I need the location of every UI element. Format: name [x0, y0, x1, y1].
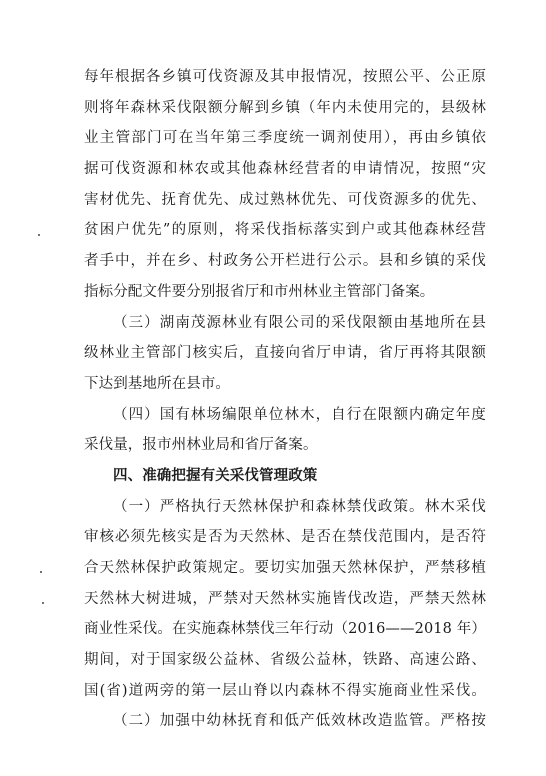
- paragraph-line: 据可伐资源和林农或其他森林经营者的申请情况，按照“灾: [84, 161, 486, 178]
- margin-speck: [38, 234, 40, 236]
- paragraph-line: （三）湖南茂源林业有限公司的采伐限额由基地所在县: [113, 314, 486, 331]
- paragraph-line: 级林业主管部门核实后，直接向省厅申请，省厅再将其限额: [84, 345, 486, 362]
- margin-speck: [40, 571, 42, 573]
- paragraph-line: 则将年森林采伐限额分解到乡镇（年内未使用完的，县级林: [84, 99, 486, 116]
- paragraph-line: 天然林大树进城，严禁对天然林实施皆伐改造，严禁天然林: [84, 590, 486, 607]
- paragraph-line: 指标分配文件要分别报省厅和市州林业主管部门备案。: [84, 283, 435, 300]
- paragraph-line: 害材优先、抚育优先、成过熟林优先、可伐资源多的优先、: [84, 191, 486, 208]
- paragraph-line: 期间，对于国家级公益林、省级公益林，铁路、高速公路、: [84, 652, 486, 669]
- paragraph-line: 贫困户优先”的原则，将采伐指标落实到户或其他森林经营: [84, 222, 486, 239]
- paragraph-line: 审核必须先核实是否为天然林、是否在禁伐范围内，是否符: [84, 529, 486, 546]
- paragraph-line: 下达到基地所在县市。: [84, 375, 230, 392]
- paragraph-line: （四）国有林场编限单位林木，自行在限额内确定年度: [113, 406, 486, 423]
- paragraph-line: 业主管部门可在当年第三季度统一调剂使用），再由乡镇依: [84, 130, 486, 147]
- paragraph-line: （二）加强中幼林抚育和低产低效林改造监管。严格按: [113, 713, 486, 730]
- paragraph-line: （一）严格执行天然林保护和森林禁伐政策。林木采伐: [113, 498, 486, 515]
- paragraph-line: 国(省)道两旁的第一层山脊以内森林不得实施商业性采伐。: [84, 682, 486, 699]
- margin-speck: [42, 602, 44, 604]
- paragraph-line: 者手中，并在乡、村政务公开栏进行公示。县和乡镇的采伐: [84, 253, 486, 270]
- paragraph-line: 商业性采伐。在实施森林禁伐三年行动（2016——2018 年）: [84, 621, 486, 638]
- section-heading: 四、准确把握有关采伐管理政策: [113, 466, 318, 484]
- document-body: [84, 62, 486, 737]
- paragraph-line: 采伐量，报市州林业局和省厅备案。: [84, 437, 318, 454]
- paragraph-line: 每年根据各乡镇可伐资源及其申报情况，按照公平、公正原: [84, 69, 486, 85]
- paragraph-line: 合天然林保护政策规定。要切实加强天然林保护，严禁移植: [84, 560, 486, 576]
